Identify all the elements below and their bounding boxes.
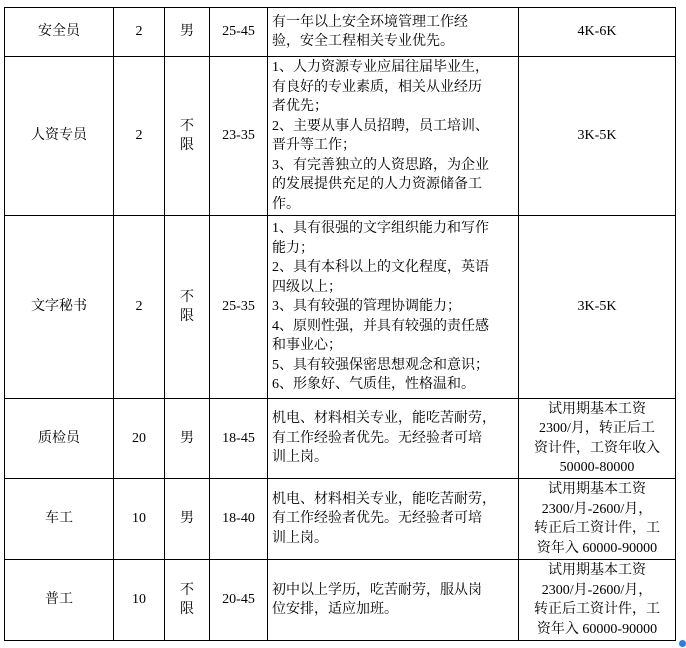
requirements-cell-line: 的发展提供充足的人力资源储备工 [272,177,482,192]
requirements-cell-line: 作。 [272,196,300,212]
salary-cell-line: 2300/月-2600/月， [541,501,653,517]
salary-cell [519,479,676,560]
position-cell: 文字秘书 [5,216,114,399]
salary-cell-line: 3K-5K [577,128,617,144]
gender-cell-line: 限 [180,309,194,324]
count-cell: 2 [114,57,165,216]
table-row [5,216,676,399]
requirements-cell-line: 机电、材料相关专业，能吃苦耐劳， [272,411,496,427]
requirements-cell-line: 训上岗。 [272,530,328,546]
requirements-cell-line: 训上岗。 [272,450,328,466]
table-row [5,57,676,216]
requirements-cell-line: 有工作经验者优先。无经验者可培 [272,511,482,527]
age-cell: 25-35 [210,216,268,399]
requirements-cell [268,57,519,216]
salary-cell-line: 试用期基本工资 [548,482,646,497]
salary-cell-line: 50000-80000 [559,460,635,475]
gender-cell-line: 限 [180,602,194,617]
requirements-cell [268,560,519,641]
requirements-cell-line: 和事业心； [272,338,342,354]
position-cell: 安全员 [5,8,114,57]
gender-cell-line: 不 [180,118,194,134]
gender-cell-line: 不 [180,582,194,598]
gender-cell-line: 男 [180,24,194,40]
gender-cell [165,216,210,399]
count-cell: 10 [114,479,165,560]
requirements-cell-line: 初中以上学历，吃苦耐劳，服从岗 [272,582,482,598]
requirements-cell-line: 6、形象好、气质佳，性格温和。 [272,377,475,393]
gender-cell-line: 男 [180,430,194,446]
gender-cell [165,399,210,479]
salary-cell-line: 4K-6K [577,24,617,40]
salary-cell-line: 2300/月-2600/月， [541,582,653,598]
requirements-cell-line: 机电、材料相关专业，能吃苦耐劳， [272,491,496,507]
salary-cell [519,8,676,57]
requirements-cell [268,216,519,399]
age-cell: 23-35 [210,57,268,216]
resize-handle[interactable] [679,640,686,647]
requirements-cell-line: 能力； [272,240,314,256]
requirements-cell-line: 验，安全工程相关专业优先。 [272,34,454,49]
requirements-cell-line: 有工作经验者优先。无经验者可培 [272,430,482,446]
requirements-cell-line: 位安排，适应加班。 [272,602,398,617]
salary-cell-line: 试用期基本工资 [548,563,646,578]
salary-cell [519,57,676,216]
requirements-cell-line: 2、具有本科以上的文化程度，英语 [272,260,489,276]
salary-cell-line: 转正后工资计件，工 [534,521,660,536]
requirements-cell [268,399,519,479]
gender-cell-line: 男 [180,511,194,527]
requirements-cell-line: 有一年以上安全环境管理工作经 [272,14,468,30]
gender-cell [165,560,210,641]
table-row [5,479,676,560]
position-cell: 质检员 [5,399,114,479]
count-cell: 10 [114,560,165,641]
gender-cell [165,57,210,216]
age-cell: 18-40 [210,479,268,560]
requirements-cell-line: 晋升等工作； [272,138,356,153]
table-row [5,399,676,479]
salary-cell-line: 3K-5K [577,299,617,315]
requirements-cell-line: 有良好的专业素质，相关从业经历 [272,79,482,95]
requirements-cell-line: 1、人力资源专业应届往届毕业生， [272,60,489,75]
requirements-cell-line: 者优先； [272,99,328,114]
requirements-cell-line: 3、有完善独立的人资思路，为企业 [272,157,489,173]
age-cell: 20-45 [210,560,268,641]
table-row [5,560,676,641]
gender-cell-line: 限 [180,138,194,153]
salary-cell [519,560,676,641]
requirements-cell-line: 3、具有较强的管理协调能力； [272,299,461,315]
salary-cell [519,399,676,479]
requirements-cell-line: 1、具有很强的文字组织能力和写作 [272,221,489,237]
gender-cell-line: 不 [180,289,194,305]
age-cell: 18-45 [210,399,268,479]
gender-cell [165,8,210,57]
requirements-cell [268,479,519,560]
salary-cell-line: 资计件，工资年收入 [534,440,660,456]
salary-cell-line: 试用期基本工资 [548,401,646,417]
salary-cell-line: 2300/月，转正后工 [539,421,655,436]
requirements-cell-line: 2、主要从事人员招聘，员工培训、 [272,118,489,134]
table-row [5,8,676,57]
salary-cell-line: 资年入 60000-90000 [536,540,658,556]
count-cell: 2 [114,8,165,57]
position-cell: 车工 [5,479,114,560]
count-cell: 20 [114,399,165,479]
age-cell: 25-45 [210,8,268,57]
count-cell: 2 [114,216,165,399]
salary-cell-line: 转正后工资计件，工 [534,602,660,617]
salary-cell [519,216,676,399]
requirements-cell [268,8,519,57]
requirements-cell-line: 5、具有较强保密思想观念和意识； [272,357,489,373]
job-table [4,7,676,641]
salary-cell-line: 资年入 60000-90000 [536,621,658,637]
gender-cell [165,479,210,560]
position-cell: 普工 [5,560,114,641]
position-cell: 人资专员 [5,57,114,216]
requirements-cell-line: 4、原则性强，并具有较强的责任感 [272,318,489,334]
requirements-cell-line: 四级以上； [272,279,342,295]
